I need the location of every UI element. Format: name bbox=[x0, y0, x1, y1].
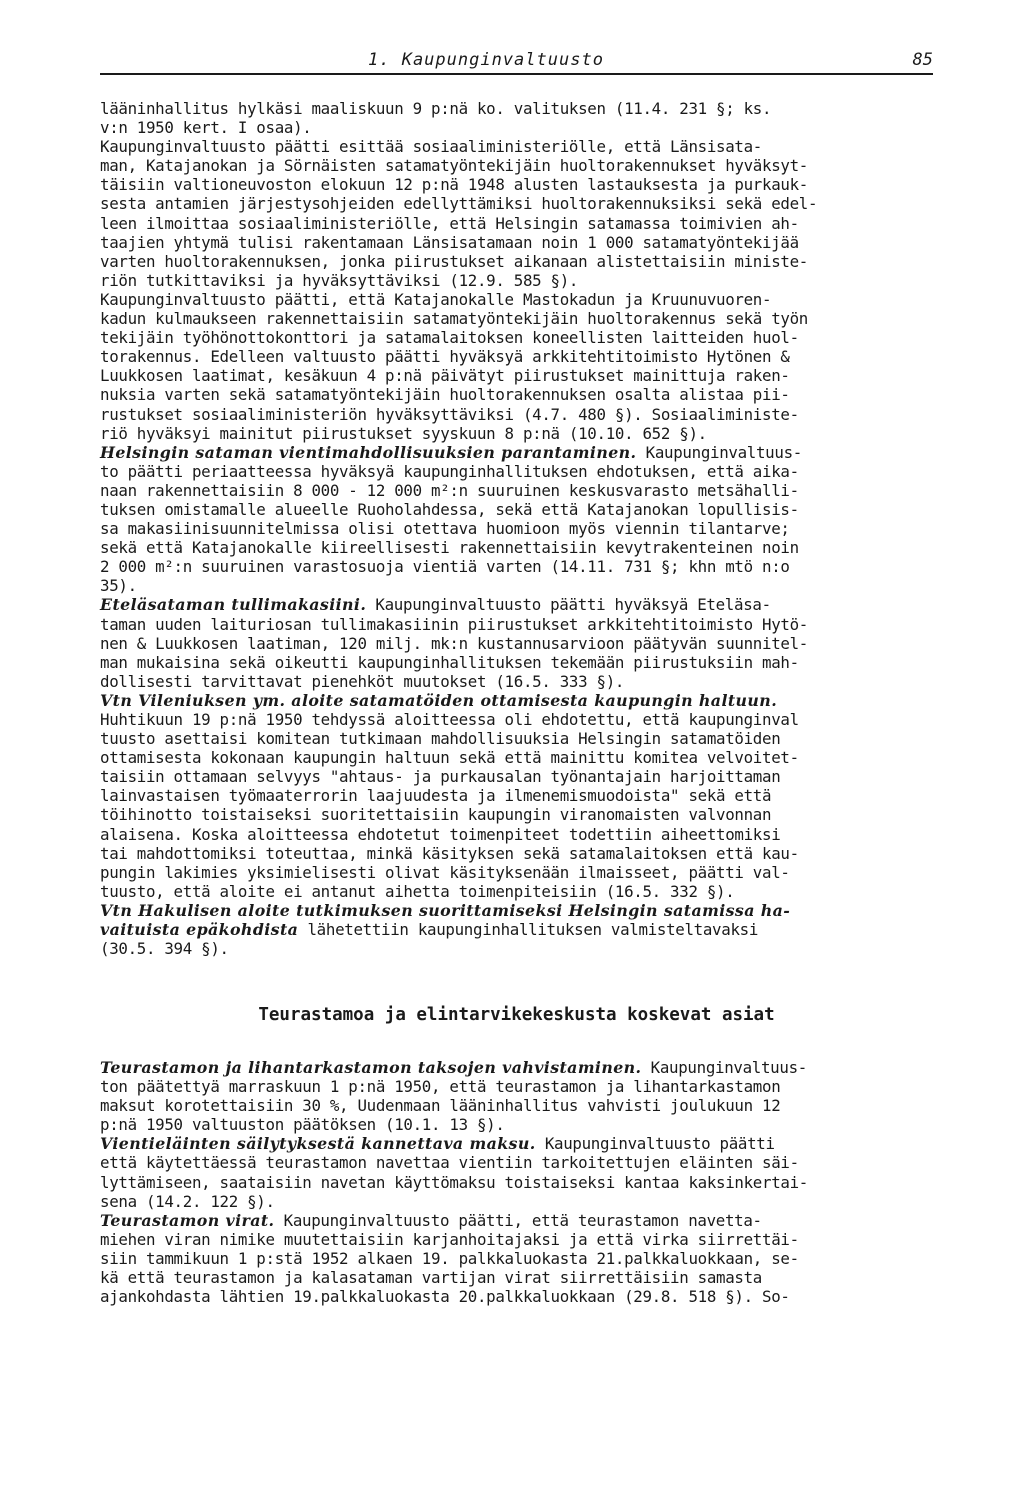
text-line bbox=[100, 1211, 933, 1230]
text-run: ton päätettyä marraskuun 1 p:nä 1950, että teurastamon ja lihantarkastamon bbox=[100, 1077, 781, 1097]
italic-run: Vtn Hakulisen aloite tutkimuksen suorittamiseksi Helsingin satamissa ha- bbox=[100, 900, 791, 920]
text-run: Luukkosen laatimat, kesäkuun 4 p:nä päivätyt piirustukset mainittuja raken- bbox=[100, 366, 790, 386]
italic-run: Eteläsataman tullimakasiini. bbox=[100, 595, 367, 615]
text-line bbox=[100, 557, 933, 576]
text-run: Kaupunginvaltuus- bbox=[636, 442, 802, 462]
text-run: tuusto, että aloite ei antanut aihetta toimenpiteisiin (16.5. 332 §). bbox=[100, 881, 735, 901]
text-line bbox=[100, 805, 933, 824]
text-line bbox=[100, 500, 933, 519]
text-line bbox=[100, 1268, 933, 1287]
text-run: Kaupunginvaltuusto päätti hyväksyä Eteläsa- bbox=[366, 595, 771, 615]
text-run: torakennus. Edelleen valtuusto päätti hyväksyä arkkitehtitoimisto Hytönen & bbox=[100, 347, 790, 367]
text-line bbox=[100, 538, 933, 557]
text-run: Huhtikuun 19 p:nä 1950 tehdyssä aloitteessa oli ehdotettu, että kaupunginval bbox=[100, 710, 799, 729]
text-run: Kaupunginvaltuusto päätti bbox=[535, 1134, 775, 1154]
text-run: riö hyväksyi mainitut piirustukset syyskuun 8 p:nä (10.10. 652 §). bbox=[100, 423, 707, 443]
text-line bbox=[100, 634, 933, 653]
text-run: sa makasiinisuunnitelmissa olisi otettava huomioon myös viennin tilantarve; bbox=[100, 519, 790, 539]
text-line bbox=[100, 1173, 933, 1192]
text-run: tai mahdottomiksi toteuttaa, minkä käsityksen sekä satamalaitoksen että kau- bbox=[100, 843, 799, 863]
text-line bbox=[100, 767, 933, 786]
text-line bbox=[100, 156, 933, 175]
text-line bbox=[100, 519, 933, 538]
text-line bbox=[100, 710, 933, 729]
text-line bbox=[100, 271, 933, 290]
italic-run: Teurastamon virat. bbox=[100, 1210, 275, 1230]
italic-run: Vientieläinten säilytyksestä kannettava maksu. bbox=[100, 1134, 536, 1154]
text-line bbox=[100, 1192, 933, 1211]
text-line bbox=[100, 1115, 933, 1134]
text-line bbox=[100, 347, 933, 366]
text-run: rustukset sosiaaliministeriön hyväksyttäviksi (4.7. 480 §). Sosiaaliministe- bbox=[100, 404, 799, 424]
text-run: man, Katajanokan ja Sörnäisten satamatyöntekijäin huoltorakennukset hyväksyt- bbox=[100, 156, 808, 176]
text-run: dollisesti tarvittavat pienehköt muutokset (16.5. 333 §). bbox=[100, 671, 625, 691]
text-run: pungin lakimies yksimielisesti olivat käsityksenään ilmaisseet, päätti val- bbox=[100, 862, 790, 882]
text-line bbox=[100, 252, 933, 271]
text-line bbox=[100, 309, 933, 328]
italic-run: Teurastamon ja lihantarkastamon taksojen vahvistaminen. bbox=[100, 1058, 642, 1077]
text-line bbox=[100, 863, 933, 882]
text-run: sesta antamien järjestysohjeiden edellyttämiksi huoltorakennuksiksi sekä edel- bbox=[100, 194, 818, 214]
text-line bbox=[100, 328, 933, 347]
text-line bbox=[100, 672, 933, 691]
header-rule bbox=[100, 73, 933, 75]
text-run: taajien yhtymä tulisi rakentamaan Länsisatamaan noin 1 000 satamatyöntekijää bbox=[100, 232, 799, 252]
text-run: täisiin valtioneuvoston elokuun 12 p:nä 1948 alusten lastauksesta ja purkauk- bbox=[100, 175, 808, 195]
text-run: Kaupunginvaltuusto päätti esittää sosiaaliministeriölle, että Länsisata- bbox=[100, 137, 763, 157]
text-run: 35). bbox=[100, 576, 137, 596]
text-run: nuksia varten sekä satamatyöntekijäin huoltorakennuksen osalta alistaa pii- bbox=[100, 385, 790, 405]
text-run: nen & Luukkosen laatiman, 120 milj. mk:n kustannusarvioon päätyvän suunnitel- bbox=[100, 633, 808, 653]
text-line bbox=[100, 653, 933, 672]
text-line bbox=[100, 1230, 933, 1249]
text-run: naan rakennettaisiin 8 000 - 12 000 m²:n suuruinen keskusvarasto metsähalli- bbox=[100, 480, 799, 500]
text-line bbox=[100, 882, 933, 901]
text-line bbox=[100, 729, 933, 748]
text-run: v:n 1950 kert. I osaa). bbox=[100, 118, 312, 138]
text-line bbox=[100, 691, 933, 710]
text-line bbox=[100, 443, 933, 462]
text-line bbox=[100, 118, 933, 137]
text-run: kadun kulmaukseen rakennettaisiin satamatyöntekijäin huoltorakennus sekä työn bbox=[100, 309, 808, 329]
text-run: leen ilmoittaa sosiaaliministeriölle, että Helsingin satamassa toimivien ah- bbox=[100, 213, 799, 233]
text-run: (30.5. 394 §). bbox=[100, 939, 229, 959]
italic-run: Vtn Vileniuksen ym. aloite satamatöiden ottamisesta kaupungin haltuun. bbox=[100, 690, 778, 710]
text-run: että käytettäessä teurastamon navettaa vientiin tarkoitettujen eläinten säi- bbox=[100, 1153, 799, 1173]
text-line bbox=[100, 481, 933, 500]
text-line bbox=[100, 825, 933, 844]
text-line bbox=[100, 1077, 933, 1096]
text-run: taisiin ottamaan selvyys "ahtaus- ja purkausalan työnantajain harjoittaman bbox=[100, 767, 781, 787]
text-run: varten huoltorakennuksen, jonka piirustukset aikanaan alistettaisiin ministe- bbox=[100, 251, 808, 271]
text-run: Kaupunginvaltuusto päätti, että Katajanokalle Mastokadun ja Kruunuvuoren- bbox=[100, 289, 772, 309]
text-run: tuksen omistamalle alueelle Ruoholahdessa, sekä että Katajanokan lopullisis- bbox=[100, 499, 799, 519]
text-run: töihinotto toistaiseksi suoritettaisiin kaupungin viranomaisten valvonnan bbox=[100, 805, 772, 825]
text-run: lyttämiseen, saataisiin navetan käyttömaksu toistaiseksi kantaa kaksinkertai- bbox=[100, 1172, 808, 1192]
text-run: man mukaisina sekä oikeutti kaupunginhallituksen tekemään piirustuksiin mah- bbox=[100, 652, 799, 672]
text-line bbox=[100, 1249, 933, 1268]
text-line bbox=[100, 1096, 933, 1115]
text-line bbox=[100, 214, 933, 233]
text-run: alaisena. Koska aloitteessa ehdotetut toimenpiteet todettiin aiheettomiksi bbox=[100, 824, 781, 844]
page-header bbox=[100, 50, 933, 74]
text-line bbox=[100, 615, 933, 634]
text-run: ottamisesta kokonaan kaupungin haltuun sekä että mainittu komitea velvoitet- bbox=[100, 748, 799, 768]
text-line bbox=[100, 576, 933, 595]
text-run: maksut korotettaisiin 30 %, Uudenmaan lääninhallitus vahvisti joulukuun 12 bbox=[100, 1096, 781, 1116]
text-run: Kaupunginvaltuusto päätti, että teurastamon navetta- bbox=[274, 1210, 762, 1230]
text-line bbox=[100, 290, 933, 309]
text-line bbox=[100, 1287, 933, 1306]
section-heading: Teurastamoa ja elintarvikekeskusta koskevat asiat bbox=[258, 1005, 775, 1025]
text-run: lääninhallitus hylkäsi maaliskuun 9 p:nä ko. valituksen (11.4. 231 §; ks. bbox=[100, 99, 772, 118]
text-run: lainvastaisen työmaaterrorin laajuudesta ja ilmenemismuodoista" sekä että bbox=[100, 786, 772, 806]
text-line bbox=[100, 920, 933, 939]
text-run: 2 000 m²:n suuruinen varastosuoja vientiä varten (14.11. 731 §; khn mtö n:o bbox=[100, 557, 790, 577]
text-line bbox=[100, 844, 933, 863]
text-run: taman uuden laituriosan tullimakasiinin piirustukset arkkitehtitoimisto Hytö- bbox=[100, 614, 808, 634]
text-line bbox=[100, 901, 933, 920]
text-line bbox=[100, 748, 933, 767]
text-line bbox=[100, 366, 933, 385]
text-run: lähetettiin kaupunginhallituksen valmisteltavaksi bbox=[298, 920, 759, 940]
text-run: sena (14.2. 122 §). bbox=[100, 1191, 275, 1211]
text-line bbox=[100, 595, 933, 614]
text-line bbox=[100, 175, 933, 194]
text-line bbox=[100, 99, 933, 118]
text-line bbox=[100, 1058, 933, 1077]
text-line bbox=[100, 233, 933, 252]
text-line bbox=[100, 424, 933, 443]
page-number: 85 bbox=[912, 50, 933, 70]
text-run: siin tammikuun 1 p:stä 1952 alkaen 19. palkkaluokasta 21.palkkaluokkaan, se- bbox=[100, 1248, 799, 1268]
italic-run: vaituista epäkohdista bbox=[100, 920, 299, 940]
italic-run: Helsingin sataman vientimahdollisuuksien parantaminen. bbox=[100, 442, 637, 462]
text-line bbox=[100, 1153, 933, 1172]
text-run: Kaupunginvaltuus- bbox=[641, 1058, 807, 1077]
text-line bbox=[100, 462, 933, 481]
text-line bbox=[100, 1134, 933, 1153]
text-line bbox=[100, 405, 933, 424]
text-block-slaughterhouse bbox=[100, 1058, 933, 1306]
text-line bbox=[100, 786, 933, 805]
text-run: kä että teurastamon ja kalasataman vartijan virat siirrettäisiin samasta bbox=[100, 1268, 763, 1288]
text-run: to päätti periaatteessa hyväksyä kaupunginhallituksen ehdotuksen, että aika- bbox=[100, 461, 799, 481]
text-run: miehen viran nimike muutettaisiin karjanhoitajaksi ja että virka siirrettäi- bbox=[100, 1229, 799, 1249]
text-line bbox=[100, 194, 933, 213]
text-run: sekä että Katajanokalle kiireellisesti rakennettaisiin kevytrakenteinen noin bbox=[100, 538, 799, 558]
text-line bbox=[100, 385, 933, 404]
text-line bbox=[100, 939, 933, 958]
text-run: tekijäin työhönottokonttori ja satamalaitoksen koneellisten laitteiden huol- bbox=[100, 328, 799, 348]
running-title: 1. Kaupunginvaltuusto bbox=[368, 50, 604, 70]
text-line bbox=[100, 137, 933, 156]
text-run: ajankohdasta lähtien 19.palkkaluokasta 20.palkkaluokkaan (29.8. 518 §). So- bbox=[100, 1287, 790, 1307]
text-run: tuusto asettaisi komitean tutkimaan mahdollisuuksia Helsingin satamatöiden bbox=[100, 729, 781, 749]
text-block-harbour bbox=[100, 99, 933, 958]
text-run: p:nä 1950 valtuuston päätöksen (10.1. 13 §). bbox=[100, 1115, 505, 1135]
text-run: riön tutkittaviksi ja hyväksyttäviksi (12.9. 585 §). bbox=[100, 270, 579, 290]
